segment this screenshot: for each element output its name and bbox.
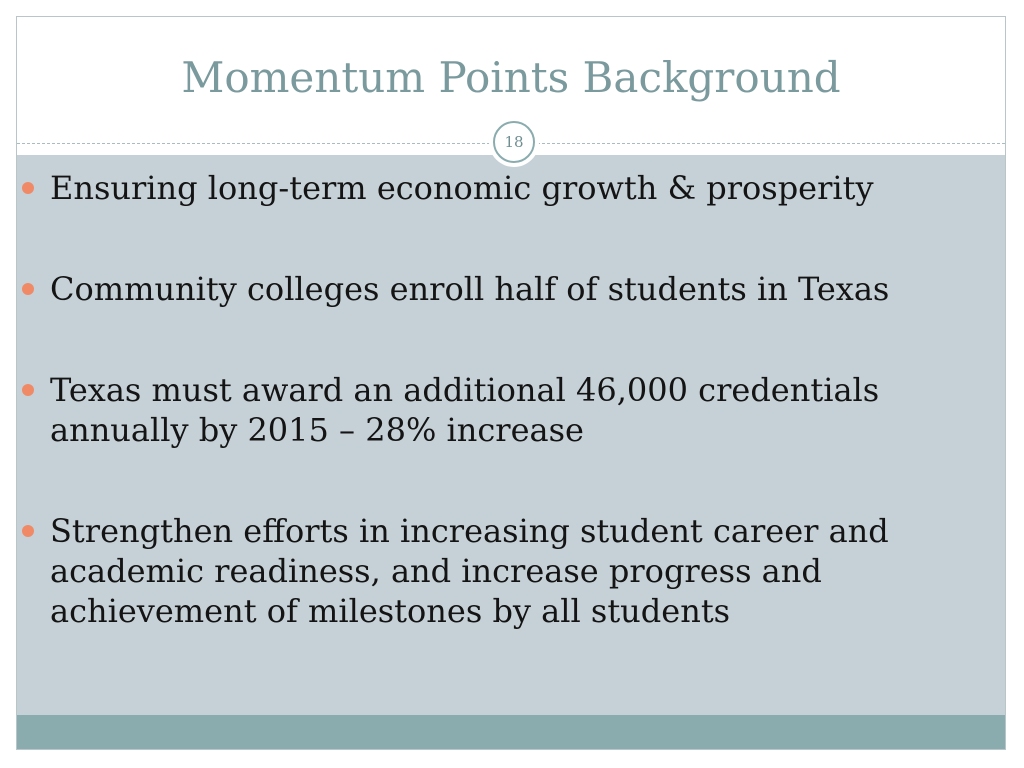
bullet-item bbox=[20, 511, 970, 631]
bullet-text: Strengthen efforts in increasing student career and academic readiness, and increase progress and achievement of milestones by all students bbox=[50, 512, 889, 630]
bottom-bar bbox=[17, 715, 1005, 750]
bullet-text: Texas must award an additional 46,000 credentials annually by 2015 – 28% increase bbox=[50, 371, 880, 449]
bullet-dot-icon bbox=[22, 182, 34, 194]
page-number-badge bbox=[489, 117, 539, 167]
page-number-ring bbox=[493, 121, 535, 163]
bullet-item bbox=[20, 370, 970, 450]
slide-title: Momentum Points Background bbox=[181, 53, 841, 102]
bullet-item bbox=[20, 269, 970, 309]
bullet-dot-icon bbox=[22, 384, 34, 396]
bullet-text: Community colleges enroll half of students in Texas bbox=[50, 270, 890, 308]
bullet-text: Ensuring long-term economic growth & prosperity bbox=[50, 169, 874, 207]
bullet-item bbox=[20, 168, 970, 208]
bullet-list bbox=[20, 168, 970, 631]
bullet-dot-icon bbox=[22, 283, 34, 295]
page-number: 18 bbox=[504, 133, 524, 151]
bullet-dot-icon bbox=[22, 525, 34, 537]
